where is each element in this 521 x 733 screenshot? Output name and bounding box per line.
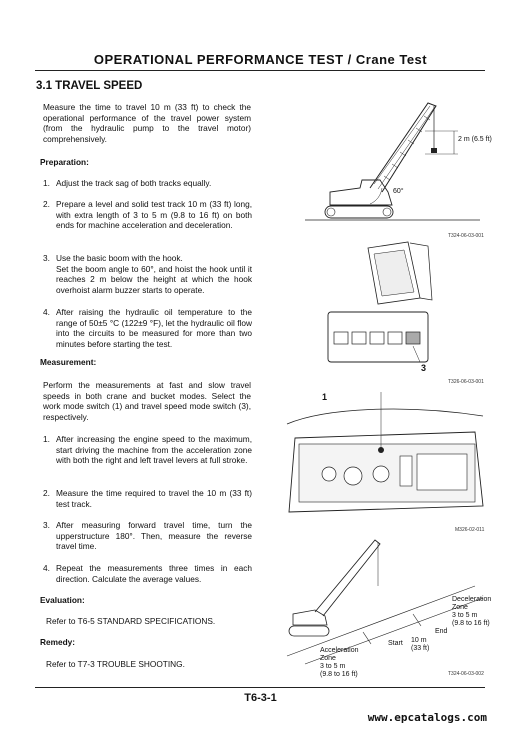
prep-item-number: 2.: [43, 199, 50, 209]
figure-code: T326-06-03-001: [448, 379, 484, 385]
crane-boom-angle-figure: [300, 88, 485, 228]
meas-item-text: Measure the time required to travel the 10 m (33 ft) test track.: [56, 488, 252, 509]
page-number: T6-3-1: [244, 692, 277, 704]
meas-item-text: Repeat the measurements three times in each direction. Calculate the average values.: [56, 563, 252, 584]
figure-code: T324-06-03-001: [448, 233, 484, 239]
deceleration-zone-label: Deceleration Zone 3 to 5 m (9.8 to 16 ft): [452, 596, 492, 627]
preparation-heading: Preparation:: [40, 157, 89, 167]
callout-work-mode-switch: 1: [322, 392, 328, 402]
measurement-intro: Perform the measurements at fast and slow travel speeds in both crane and bucket modes. Select the work mode switch (1) and travel speed mode switch (3), respectively.: [43, 380, 251, 422]
meas-item-number: 3.: [43, 520, 50, 530]
start-label: Start: [388, 640, 403, 647]
prep-item-text: After raising the hydraulic oil temperature to the range of 50±5 °C (122±9 °F), let the hydraulic oil flow into the circuits to be measured for more than two minutes before starting the test.: [56, 307, 252, 349]
acceleration-zone-label: Acceleration Zone 3 to 5 m (9.8 to 16 ft): [320, 647, 359, 678]
evaluation-heading: Evaluation:: [40, 595, 85, 605]
remedy-text: Refer to T7-3 TROUBLE SHOOTING.: [46, 659, 185, 669]
intro-paragraph: Measure the time to travel 10 m (33 ft) to check the operational performance of the travel power system (from the hydraulic pump to the travel motor) comprehensively.: [43, 102, 251, 144]
meas-item-number: 4.: [43, 563, 50, 573]
meas-item-text: After increasing the engine speed to the maximum, start driving the machine from the acceleration zone with both the right and left travel levers at full stroke.: [56, 434, 252, 466]
figure-code: M326-02-011: [455, 527, 485, 533]
prep-item-text: Use the basic boom with the hook. Set the boom angle to 60°, and hoist the hook until it reaches 2 m below the height at which the hook overhoist alarm buzzer starts to operate.: [56, 253, 252, 295]
website-watermark: www.epcatalogs.com: [367, 711, 487, 724]
operator-console-figure: [285, 388, 485, 518]
page-header-title: OPERATIONAL PERFORMANCE TEST / Crane Test: [93, 52, 428, 67]
prep-item-number: 4.: [43, 307, 50, 317]
meas-item-number: 1.: [43, 434, 50, 444]
boom-angle-label: 60°: [393, 188, 404, 195]
distance-label: 10 m (33 ft): [411, 637, 430, 652]
switch-panel-figure: [310, 238, 465, 373]
header-divider: [35, 70, 485, 71]
callout-travel-mode-switch: 3: [421, 363, 427, 373]
prep-item-text: Prepare a level and solid test track 10 m (33 ft) long, with extra length of 3 to 5 m (9.8 to 16 ft) on both ends for machine acceleration and deceleration.: [56, 199, 252, 231]
prep-item-text: Adjust the track sag of both tracks equally.: [56, 178, 212, 188]
measurement-heading: Measurement:: [40, 357, 97, 367]
remedy-heading: Remedy:: [40, 637, 76, 647]
hook-height-dimension: 2 m (6.5 ft): [458, 136, 492, 143]
figure-code: T324-06-03-002: [448, 671, 484, 677]
footer-divider: [35, 687, 485, 688]
section-title: 3.1 TRAVEL SPEED: [36, 80, 143, 92]
end-label: End: [435, 628, 448, 635]
prep-item-number: 3.: [43, 253, 50, 263]
meas-item-number: 2.: [43, 488, 50, 498]
meas-item-text: After measuring forward travel time, turn the upperstructure 180°. Then, measure the reverse travel time.: [56, 520, 252, 552]
evaluation-text: Refer to T6-5 STANDARD SPECIFICATIONS.: [46, 616, 216, 626]
prep-item-number: 1.: [43, 178, 50, 188]
